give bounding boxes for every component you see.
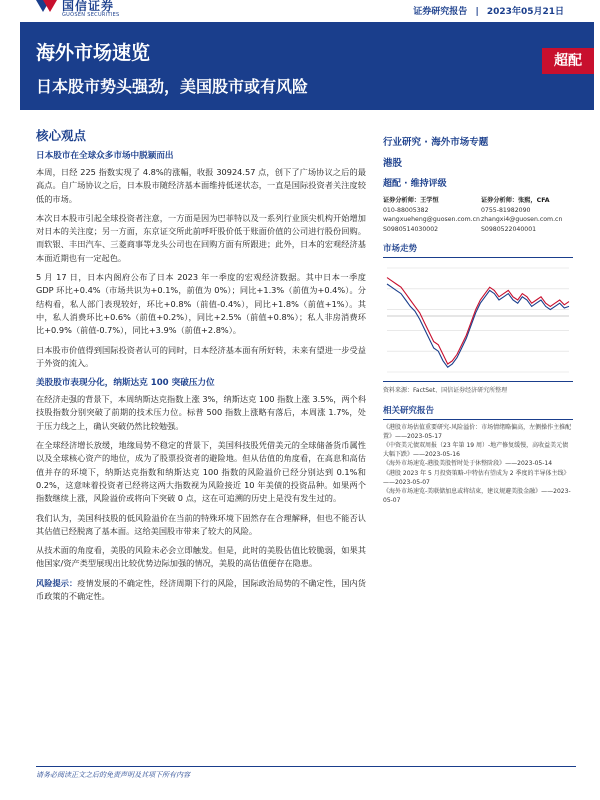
chart-title: 市场走势 <box>383 242 573 258</box>
report-date: 2023年05月21日 <box>486 7 564 17</box>
chart-series-line-1 <box>387 284 569 367</box>
analyst-1-license: S0980514030002 <box>383 225 439 233</box>
related-report-date: ——2023-05-14 <box>505 460 553 468</box>
related-report-date: ——2023-05-16 <box>413 450 460 458</box>
logo-mark-icon <box>36 0 56 14</box>
related-report-date: ——2023-05-07 <box>383 488 571 504</box>
paragraph-1: 本周，日经 225 指数实现了 4.8%的涨幅，收报 30924.57 点，创下了广场协议之后的最高点。自广场协议之后，日本股市随经济基本面维持低迷状态，一直是国际投资者关注度较低的市场。 <box>36 167 366 204</box>
related-report-date: ——2023-05-07 <box>383 478 430 486</box>
related-report-item[interactable] <box>383 488 573 505</box>
paragraph-6: 在全球经济增长放缓，地缘局势不稳定的背景下，美国科技股凭借美元的全球储备货币属性以及全球核心资产的地位，成为了股票投资者的避险地。但从估值的角度看，在高息和高估值并存的环境下，纳斯达克指数和纳斯达克 100 指数的风险溢价已经分别达到 0.1%和 0.2%，这意味着投资者已经将这两大指数视为风险接近 10 年美债的投资品种。如果两个指数继续上涨，风险溢价或将向下突破 0 点，这在可追溯的历史上是没有发生过的。 <box>36 440 366 504</box>
paragraph-5: 在经济走强的背景下，本周纳斯达克指数上涨 3%，纳斯达克 100 指数上涨 3.5%，两个科技股指数分别突破了前期的技术压力位。标普 500 指数上涨略有落后，本周涨 1.7%，处于压力线之上，确认突破仍然比较勉强。 <box>36 394 367 431</box>
risk-label: 风险提示： <box>36 577 78 588</box>
logo-cn: 国信证券 <box>62 0 115 13</box>
analyst-1-email[interactable]: wangxueheng@guosen.com.cn <box>383 216 480 223</box>
paragraph-4: 日本股市价值得到国际投资者认可的同时，日本经济基本面有所好转，未来有望进一步受益于外资的流入。 <box>36 344 366 368</box>
related-report-item[interactable] <box>383 470 573 487</box>
related-report-title: 《港股市场估值重要研究-风险溢价：市场情绪略偏高，左侧操作主推配置》 <box>383 424 572 440</box>
header-meta <box>413 4 564 17</box>
paragraph-7: 我们认为，美国科技股的低风险溢价在当前的特殊环境下固然存在合理解释，但也不能否认其估值已经脱离了基本面。这给美国股市带来了较大的风险。 <box>36 512 366 536</box>
paragraph-3: 5 月 17 日，日本内阁府公布了日本 2023 年一季度的宏观经济数据。其中日本一季度 GDP 环比+0.4%（市场共识为+0.1%，前值为 0%）；同比+1.3%（前值为+0.4%）。分结构看，私人部门表现较好，环比+0.8%（前值-0.4%），同比+1.8%（前值+1%）。其中，私人消费环比+0.6%（前值+0.2%），同比+2.5%（前值+0.8%）；私人非房消费环比+0.9%（前值-0.7%），同比+3.9%（前值+2.8%）。 <box>36 272 366 336</box>
analyst-1 <box>383 196 480 234</box>
related-report-title: 《中资美元债双周报（23 年第 19 周）-地产修复缓慢，高收益美元债大幅下跌》 <box>383 442 569 458</box>
analyst-2-phone: 0755-81982090 <box>481 206 531 214</box>
market-label: 港股 <box>383 158 403 169</box>
footer-divider <box>36 766 576 767</box>
section-title: 核心观点 <box>36 128 87 143</box>
paragraph-2: 本次日本股市引起全球投资者注意，一方面是因为巴菲特以及一系列行业顶尖机构开始增加对日本的关注度；另一方面，东京证交所此前呼吁股价低于账面价值的公司进行股份回购。而软银、丰田汽车、三菱商事等龙头公司也在回购方面有所跟进；此外，日本的宏观经济基本面近期也有一定起色。 <box>36 212 366 263</box>
rating-badge: 超配 <box>542 48 594 74</box>
report-type: 证券研究报告 <box>413 7 468 17</box>
chart-source: 资料来源：FactSet、国信证券经济研究所整理 <box>383 381 573 394</box>
related-report-item[interactable] <box>383 460 573 469</box>
report-subtitle: 日本股市势头强劲，美国股市或有风险 <box>36 77 309 96</box>
risk-paragraph <box>36 577 366 604</box>
logo-en: GUOSEN SECURITIES <box>62 12 120 18</box>
footer-disclaimer: 请务必阅读正文之后的免责声明及其项下所有内容 <box>36 771 190 779</box>
market-trend-chart <box>383 262 573 378</box>
related-report-title: 《海外市场速览-美联储加息或将结束，建议规避美股金融》 <box>383 488 542 496</box>
chart-svg <box>383 262 573 378</box>
header-separator: | <box>475 7 479 17</box>
company-logo <box>36 0 166 18</box>
analyst-2-email[interactable]: zhangxi4@guosen.com.cn <box>481 216 563 223</box>
rating-label: 超配 · 维持评级 <box>383 179 447 189</box>
subheading-japan: 日本股市在全球众多市场中脱颖而出 <box>36 151 174 161</box>
related-report-title: 《海外市场速览-港股美股暂时处于休整阶段》 <box>383 460 506 468</box>
related-report-item[interactable] <box>383 424 573 441</box>
analyst-2 <box>481 196 573 234</box>
analyst-2-license: S0980522040001 <box>481 225 537 233</box>
related-report-title: 《港股 2023 年 5 月投资策略-中特估有望成为 2 季度的半导体主线》 <box>383 469 570 477</box>
analyst-1-phone: 010-88005382 <box>383 206 429 214</box>
analyst-1-title: 证券分析师：王学恒 <box>383 197 439 204</box>
sidebar <box>383 134 573 506</box>
analyst-2-title: 证券分析师：张熙，CFA <box>481 197 550 204</box>
title-banner <box>20 22 594 110</box>
page-header <box>0 0 600 22</box>
related-report-date: ——2023-05-17 <box>395 432 442 440</box>
report-category: 行业研究 · 海外市场专题 <box>383 137 489 148</box>
subheading-us: 美股股市表现分化，纳斯达克 100 突破压力位 <box>36 378 215 389</box>
analyst-block <box>383 196 573 234</box>
risk-text: 疫情发展的不确定性，经济周期下行的风险，国际政治局势的不确定性，国内货币政策的不确定性。 <box>36 577 366 602</box>
report-title: 海外市场速览 <box>36 42 151 64</box>
related-list <box>383 424 573 505</box>
related-title: 相关研究报告 <box>383 404 573 420</box>
main-content <box>36 126 366 609</box>
related-report-item[interactable] <box>383 442 573 459</box>
paragraph-8: 从技术面的角度看，美股的风险未必会立即触发。但是，此时的美股估值比较脆弱，如果其他国家/资产类型展现出比较优势边际加强的情况，美股的高估值便存在隐患。 <box>36 545 366 569</box>
